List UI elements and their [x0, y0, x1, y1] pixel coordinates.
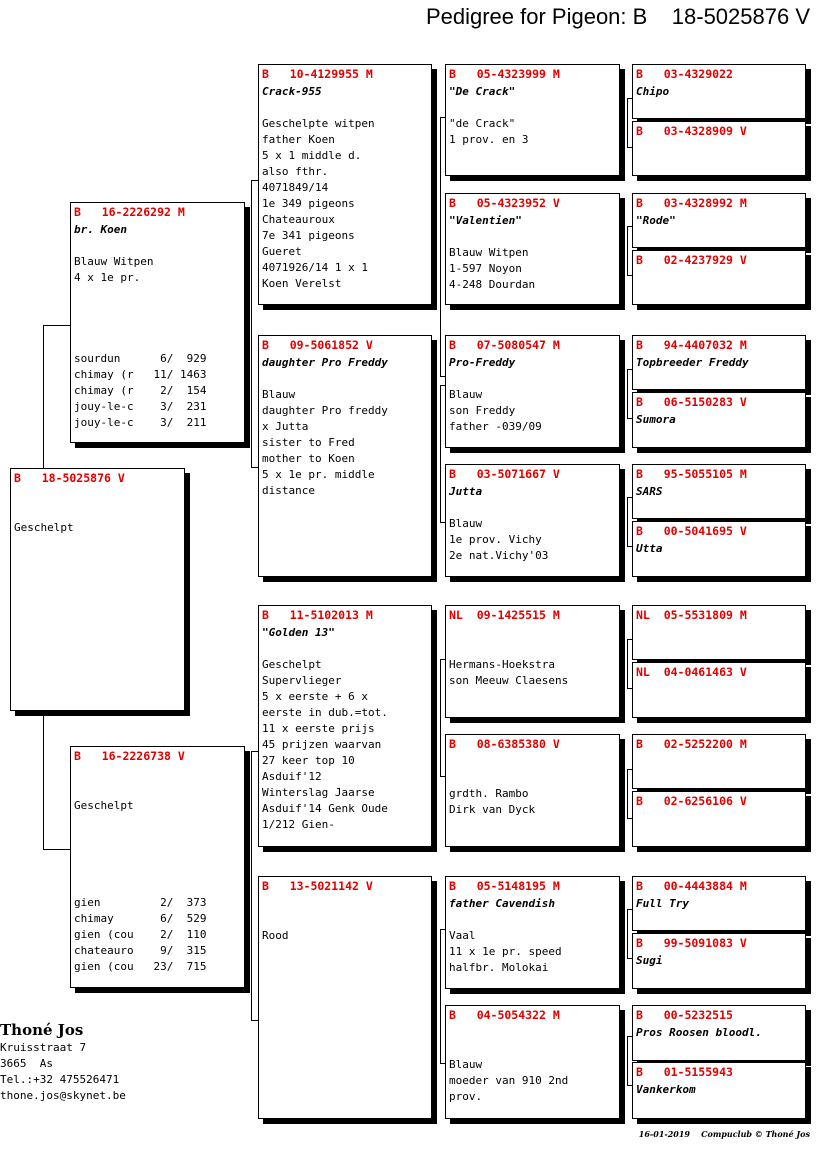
- pigeon-name: [262, 896, 428, 912]
- pigeon-name: [636, 625, 802, 641]
- ring-number: B 10-4129955 M: [262, 67, 373, 81]
- ring-number: B 05-5148195 M: [449, 879, 560, 893]
- pigeon-name: Vankerkom: [636, 1083, 696, 1096]
- pigeon-name: Pros Roosen bloodl.: [636, 1026, 762, 1039]
- pigeon-name: Crack-955: [262, 85, 322, 98]
- pigeon-name: "De Crack": [449, 85, 516, 98]
- pigeon-name: Chipo: [636, 85, 670, 98]
- pigeon-name: "Rode": [636, 214, 676, 227]
- ancestor-card-small[interactable]: [632, 1062, 806, 1119]
- ancestor-card-small[interactable]: [632, 521, 806, 577]
- ring-number: B 05-4323999 M: [449, 67, 560, 81]
- ancestor-card-small[interactable]: [632, 734, 806, 789]
- pigeon-info: Geschelpt Supervlieger 5 x eerste + 6 x eerste in dub.=tot. 11 x eerste prijs 45 prijzen waarvan 27 keer top 10 Asduif'12 Winterslag Jaarse Asduif'14 Genk Oude 1/212 Gien-: [262, 658, 388, 831]
- pigeon-name: [449, 754, 616, 770]
- ring-number: B 13-5021142 V: [262, 879, 373, 893]
- ancestor-card-small[interactable]: [632, 121, 806, 176]
- pigeon-info: "de Crack" 1 prov. en 3: [449, 117, 529, 146]
- ancestor-card-small[interactable]: [632, 605, 806, 660]
- ancestor-card-small[interactable]: [632, 392, 806, 448]
- ring-number: B 07-5080547 M: [449, 338, 560, 352]
- pigeon-name: daughter Pro Freddy: [262, 356, 388, 369]
- pigeon-info: Geschelpt: [74, 799, 134, 812]
- pigeon-info: Blauw 1e prov. Vichy 2e nat.Vichy'03: [449, 517, 549, 562]
- pigeon-name: [636, 141, 802, 157]
- pigeon-name: Sugi: [636, 954, 663, 967]
- ring-number: B 11-5102013 M: [262, 608, 373, 622]
- ring-number: B 16-2226292 M: [74, 205, 185, 219]
- pigeon-name: [636, 811, 802, 827]
- ancestor-card-small[interactable]: [632, 876, 806, 931]
- granddam-maternal-card[interactable]: [258, 876, 432, 1119]
- ring-number: B 95-5055105 M: [636, 467, 747, 481]
- pigeon-info: Geschelpte witpen father Koen 5 x 1 middle d. also fthr. 4071849/14 1e 349 pigeons Chateauroux 7e 341 pigeons Gueret 4071926/14 1 x 1 Koen Verelst: [262, 117, 375, 290]
- pigeon-name: [449, 1025, 616, 1041]
- pigeon-info: Vaal 11 x 1e pr. speed halfbr. Molokai: [449, 929, 562, 974]
- ancestor-card-small[interactable]: [632, 64, 806, 119]
- ancestor-card[interactable]: [445, 605, 620, 718]
- ring-number: NL 09-1425515 M: [449, 608, 560, 622]
- connector-line: [43, 325, 44, 469]
- ancestor-card[interactable]: [445, 734, 620, 847]
- ring-number: B 02-5252200 M: [636, 737, 747, 751]
- granddam-paternal-card[interactable]: [258, 335, 432, 577]
- pigeon-name: [636, 682, 802, 698]
- ancestor-card[interactable]: [445, 1005, 620, 1119]
- owner-address-line: 3665 As: [0, 1057, 53, 1070]
- ring-number: B 04-5054322 M: [449, 1008, 560, 1022]
- dam-card[interactable]: [70, 746, 245, 988]
- pigeon-name: "Valentien": [449, 214, 522, 227]
- pigeon-name: [636, 270, 802, 286]
- race-results: sourdun 6/ 929 chimay (r 11/ 1463 chimay (r 2/ 154 jouy-le-c 3/ 231 jouy-le-c 3/ 211: [74, 352, 207, 429]
- connector-bracket: [251, 751, 258, 1021]
- footer-credit: 16-01-2019 Compuclub © Thoné Jos: [638, 1129, 810, 1139]
- ring-number: B 06-5150283 V: [636, 395, 747, 409]
- ring-number: B 03-4328909 V: [636, 124, 747, 138]
- ring-number: B 09-5061852 V: [262, 338, 373, 352]
- grandsire-paternal-card[interactable]: [258, 64, 432, 305]
- pigeon-info: Blauw Witpen 4 x 1e pr.: [74, 255, 154, 284]
- owner-phone: Tel.:+32 475526471: [0, 1073, 120, 1086]
- owner-name: Thoné Jos: [0, 1021, 84, 1039]
- connector-line: [43, 325, 71, 326]
- owner-info: [0, 1020, 126, 1104]
- ring-number: B 02-6256106 V: [636, 794, 747, 808]
- ring-number: B 18-5025876 V: [14, 471, 125, 485]
- pigeon-name: [449, 625, 616, 641]
- owner-address-line: Kruisstraat 7: [0, 1041, 87, 1054]
- pigeon-info: Blauw son Freddy father -039/09: [449, 388, 542, 433]
- page-title: Pedigree for Pigeon: B 18-5025876 V: [425, 4, 810, 29]
- pigeon-info: grdth. Rambo Dirk van Dyck: [449, 787, 536, 816]
- pigeon-info: Hermans-Hoekstra son Meeuw Claesens: [449, 658, 569, 687]
- ring-number: B 08-6385380 V: [449, 737, 560, 751]
- pigeon-name: "Golden 13": [262, 626, 335, 639]
- pigeon-name: Pro-Freddy: [449, 356, 516, 369]
- ring-number: B 16-2226738 V: [74, 749, 185, 763]
- connector-line: [43, 712, 44, 849]
- ring-number: B 99-5091083 V: [636, 936, 747, 950]
- ring-number: B 02-4237929 V: [636, 253, 747, 267]
- pigeon-name: Topbreeder Freddy: [636, 356, 749, 369]
- ancestor-card-small[interactable]: [632, 791, 806, 847]
- ring-number: B 03-4328992 M: [636, 196, 747, 210]
- connector-line: [43, 849, 71, 850]
- pigeon-info: Rood: [262, 929, 289, 942]
- pigeon-name: SARS: [636, 485, 663, 498]
- ancestor-card-small[interactable]: [632, 193, 806, 248]
- pigeon-name: Jutta: [449, 485, 483, 498]
- pigeon-name: br. Koen: [74, 223, 127, 236]
- ancestor-card-small[interactable]: [632, 250, 806, 305]
- ancestor-card[interactable]: [445, 193, 620, 305]
- subject-card[interactable]: [10, 468, 185, 711]
- pigeon-info: Blauw moeder van 910 2nd prov.: [449, 1058, 569, 1103]
- pigeon-name: [14, 488, 181, 504]
- ring-number: B 03-4329022: [636, 67, 733, 81]
- race-results: gien 2/ 373 chimay 6/ 529 gien (cou 2/ 110 chateauro 9/ 315 gien (cou 23/ 715: [74, 896, 207, 973]
- ancestor-card-small[interactable]: [632, 335, 806, 390]
- ancestor-card-small[interactable]: [632, 464, 806, 519]
- pigeon-name: father Cavendish: [449, 897, 555, 910]
- pigeon-name: Sumora: [636, 413, 676, 426]
- ring-number: B 05-4323952 V: [449, 196, 560, 210]
- sire-card[interactable]: [70, 202, 245, 443]
- ring-number: B 03-5071667 V: [449, 467, 560, 481]
- ring-number: B 01-5155943: [636, 1065, 733, 1079]
- grandsire-maternal-card[interactable]: [258, 605, 432, 847]
- pigeon-name: Utta: [636, 542, 663, 555]
- pigeon-info: Geschelpt: [14, 521, 74, 534]
- pigeon-info: Blauw Witpen 1-597 Noyon 4-248 Dourdan: [449, 246, 536, 291]
- ring-number: B 94-4407032 M: [636, 338, 747, 352]
- ring-number: B 00-5041695 V: [636, 524, 747, 538]
- ancestor-card[interactable]: [445, 335, 620, 448]
- ancestor-card[interactable]: [445, 464, 620, 577]
- ancestor-card[interactable]: [445, 64, 620, 176]
- ring-number: NL 04-0461463 V: [636, 665, 747, 679]
- pigeon-name: [74, 766, 241, 782]
- ancestor-card-small[interactable]: [632, 933, 806, 989]
- pigeon-name: Full Try: [636, 897, 689, 910]
- ancestor-card-small[interactable]: [632, 1005, 806, 1061]
- pigeon-info: Blauw daughter Pro freddy x Jutta sister to Fred mother to Koen 5 x 1e pr. middle distance: [262, 388, 388, 497]
- connector-bracket: [251, 180, 258, 468]
- ancestor-card-small[interactable]: [632, 662, 806, 718]
- ancestor-card[interactable]: [445, 876, 620, 989]
- ring-number: NL 05-5531809 M: [636, 608, 747, 622]
- ring-number: B 00-5232515: [636, 1008, 733, 1022]
- ring-number: B 00-4443884 M: [636, 879, 747, 893]
- pigeon-name: [636, 754, 802, 770]
- owner-email[interactable]: thone.jos@skynet.be: [0, 1089, 126, 1102]
